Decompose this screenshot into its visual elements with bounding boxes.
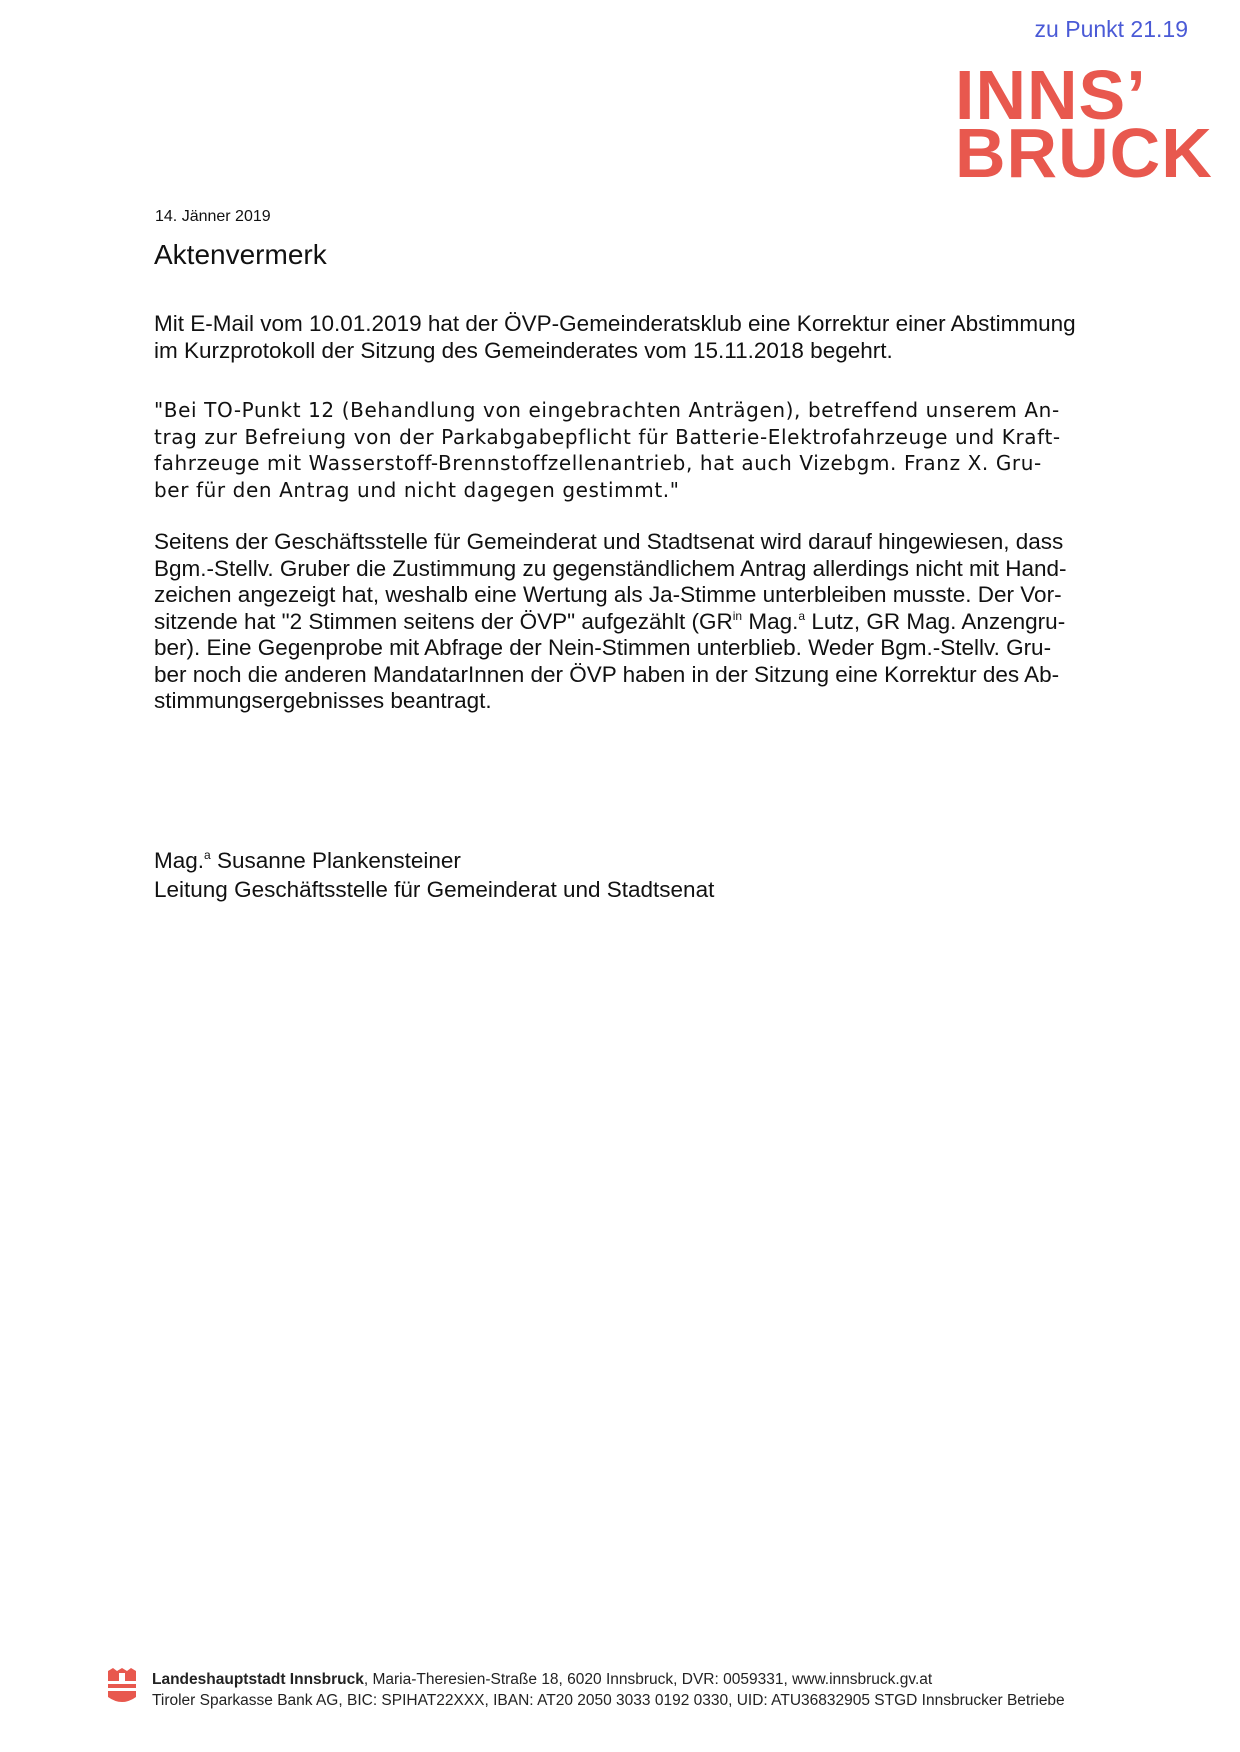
signature-block (154, 846, 714, 904)
footer-address: , Maria-Theresien-Straße 18, 6020 Innsbruck, DVR: 0059331, www.innsbruck.gv.at (363, 1671, 933, 1688)
footer-line-2: Tiroler Sparkasse Bank AG, BIC: SPIHAT22XXX, IBAN: AT20 2050 3033 0192 0330, UID: ATU36832905 STGD Innsbrucker Betriebe (152, 1692, 1065, 1709)
footer-org-name: Landeshauptstadt Innsbruck (152, 1671, 364, 1688)
document-date: 14. Jänner 2019 (155, 208, 271, 225)
name-prefix: Mag. (154, 848, 205, 873)
paragraph-line: zeichen angezeigt hat, weshalb eine Wertung als Ja-Stimme unterbleiben musste. Der Vor- (154, 582, 1062, 607)
signature-role: Leitung Geschäftsstelle für Gemeinderat und Stadtsenat (154, 877, 715, 902)
paragraph-line (154, 609, 1104, 636)
superscript: in (732, 608, 743, 623)
paragraph-line: Seitens der Geschäftsstelle für Gemeinderat und Stadtsenat wird darauf hingewiesen, dass (154, 529, 1064, 554)
quote-line: "Bei TO-Punkt 12 (Behandlung von eingebrachten Anträgen), betreffend unserem An- (154, 398, 1060, 422)
text-fragment: Mag. (742, 608, 799, 634)
text-fragment: sitzende hat "2 Stimmen seitens der ÖVP" aufgezählt (GR (154, 608, 733, 634)
logo-line-1: INNS’ (955, 56, 1147, 134)
quote-line: trag zur Befreiung von der Parkabgabepflicht für Batterie-Elektrofahrzeuge und Kraft- (154, 424, 1061, 449)
document-title: Aktenvermerk (154, 239, 327, 270)
superscript: a (204, 848, 211, 862)
signature-name (154, 846, 714, 875)
paragraph-email-request (154, 311, 1104, 364)
paragraph-line: im Kurzprotokoll der Sitzung des Gemeinderates vom 15.11.2018 begehrt. (154, 337, 893, 363)
superscript: a (798, 608, 806, 623)
paragraph-statement (154, 529, 1104, 715)
paragraph-line: ber). Eine Gegenprobe mit Abfrage der Nein-Stimmen unterblieb. Weder Bgm.-Stellv. Gru- (154, 635, 1052, 660)
quote-line: ber für den Antrag und nicht dagegen gestimmt." (154, 477, 680, 502)
agenda-annotation: zu Punkt 21.19 (1034, 16, 1188, 42)
logo-line-2: BRUCK (955, 114, 1213, 192)
name-rest: Susanne Plankensteiner (210, 848, 461, 873)
paragraph-line: stimmungsergebnisses beantragt. (154, 688, 492, 713)
footer (152, 1669, 1065, 1711)
paragraph-quote (154, 397, 1104, 503)
footer-line-1 (152, 1669, 1065, 1690)
innsbruck-emblem-icon (107, 1667, 137, 1705)
paragraph-line: Bgm.-Stellv. Gruber die Zustimmung zu gegenständlichem Antrag allerdings nicht mit Hand- (154, 555, 1067, 581)
innsbruck-logo (955, 56, 1213, 192)
text-fragment: Lutz, GR Mag. Anzengru- (805, 608, 1066, 634)
quote-line: fahrzeuge mit Wasserstoff-Brennstoffzellenantrieb, hat auch Vizebgm. Franz X. Gru- (154, 451, 1042, 475)
paragraph-line: ber noch die anderen MandatarInnen der ÖVP haben in der Sitzung eine Korrektur des Ab- (154, 661, 1060, 687)
paragraph-line: Mit E-Mail vom 10.01.2019 hat der ÖVP-Gemeinderatsklub eine Korrektur einer Abstimmung (154, 311, 1076, 336)
